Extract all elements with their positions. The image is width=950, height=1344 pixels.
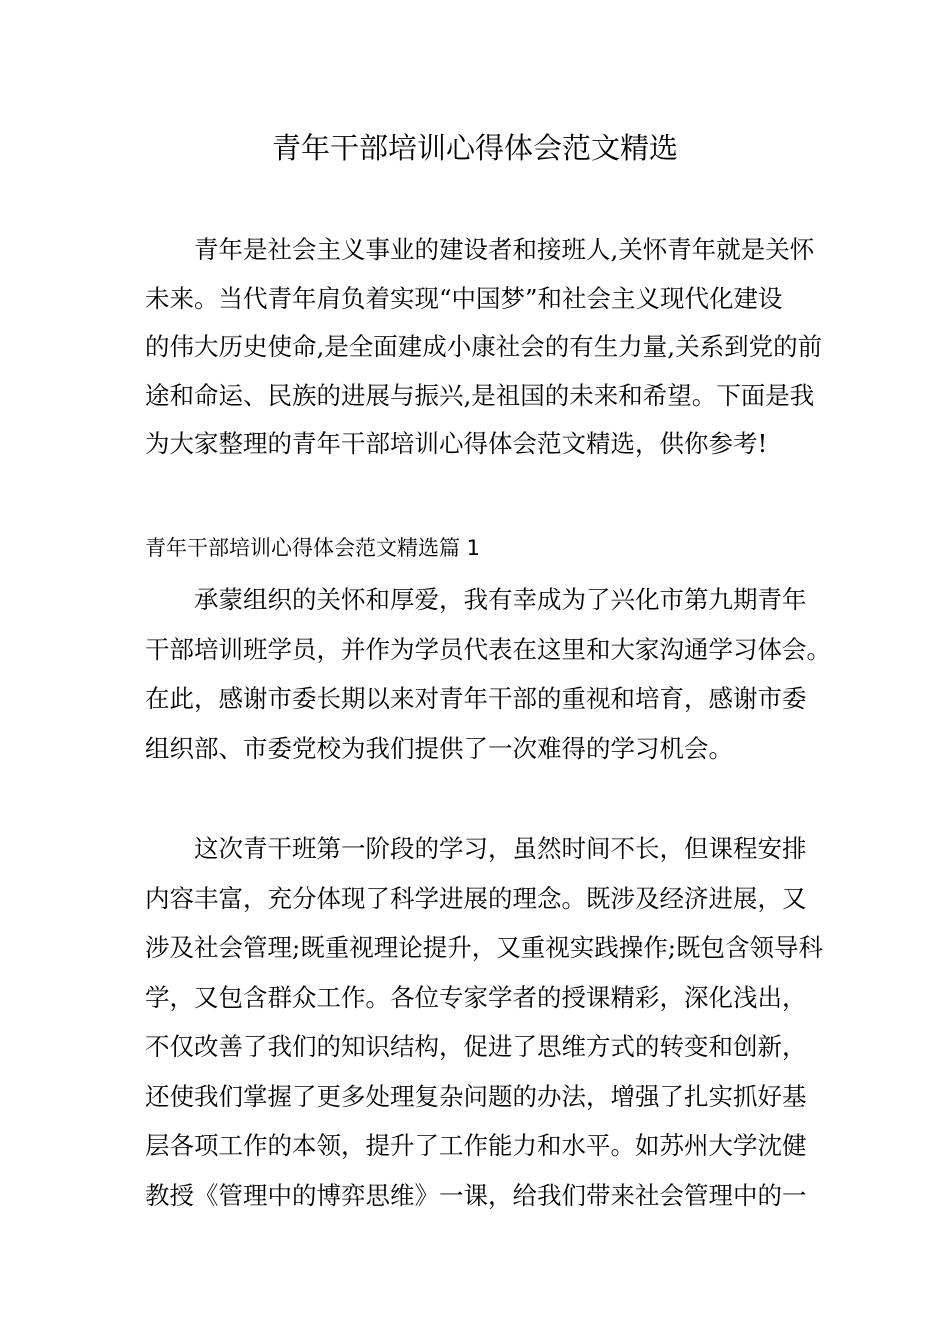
paragraph-line: 青年是社会主义事业的建设者和接班人,关怀青年就是关怀 (145, 235, 815, 264)
paragraph-line: 途和命运、民族的进展与振兴,是祖国的未来和希望。下面是我 (145, 380, 815, 410)
intro-paragraph (145, 226, 825, 469)
paragraph-line: 在此，感谢市委长期以来对青年干部的重视和培育，感谢市委 (145, 684, 807, 713)
section-heading: 青年干部培训心得体会范文精选篇 1 (145, 536, 481, 560)
paragraph-line: 干部培训班学员，并作为学员代表在这里和大家沟通学习体会。 (145, 634, 831, 664)
paragraph-line: 未来。当代青年肩负着实现“中国梦”和社会主义现代化建设 (145, 283, 783, 313)
paragraph-line: 为大家整理的青年干部培训心得体会范文精选，供你参考! (145, 429, 768, 458)
paragraph-line: 还使我们掌握了更多处理复杂问题的办法，增强了扎实抓好基 (145, 1081, 807, 1111)
paragraph-line: 教授《管理中的博弈思维》一课，给我们带来社会管理中的一 (145, 1180, 807, 1210)
paragraph-line: 这次青干班第一阶段的学习，虽然时间不长，但课程安排 (145, 834, 807, 863)
paragraph-line: 承蒙组织的关怀和厚爱，我有幸成为了兴化市第九期青年 (145, 585, 807, 614)
section-paragraph-2 (145, 824, 825, 1220)
paragraph-line: 层各项工作的本领，提升了工作能力和水平。如苏州大学沈健 (145, 1131, 807, 1160)
paragraph-line: 学，又包含群众工作。各位专家学者的授课精彩，深化浅出， (145, 982, 807, 1012)
paragraph-line: 内容丰富，充分体现了科学进展的理念。既涉及经济进展，又 (145, 883, 807, 913)
paragraph-line: 的伟大历史使命,是全面建成小康社会的有生力量,关系到党的前 (145, 332, 823, 361)
paragraph-line: 不仅改善了我们的知识结构，促进了思维方式的转变和创新， (145, 1032, 807, 1061)
paragraph-line: 组织部、市委党校为我们提供了一次难得的学习机会。 (145, 733, 733, 763)
document-title: 青年干部培训心得体会范文精选 (271, 131, 678, 165)
section-paragraph-1 (145, 575, 831, 773)
paragraph-line: 涉及社会管理;既重视理论提升，又重视实践操作;既包含领导科 (145, 933, 824, 962)
